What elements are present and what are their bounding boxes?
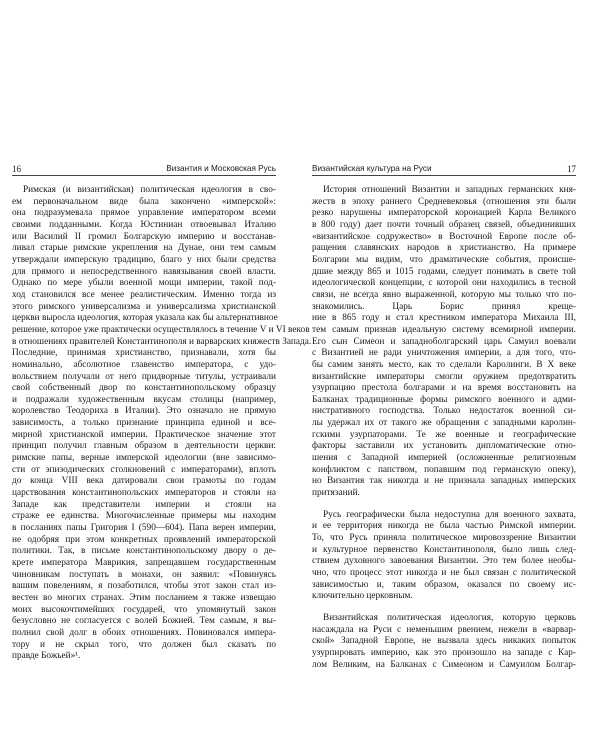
right-running-head	[312, 163, 576, 176]
text-line: церкви выросла идеология, которая указала как бы альтернативное	[12, 313, 278, 324]
text-line: решение, которое уже практически осуществлялось в течение V и VI веков	[12, 324, 310, 335]
text-line: вашим повелениям, я позаботился, чтобы этот закон стал из-	[12, 581, 276, 592]
text-line: Его сын Симеон и западноболгарский царь Самуил воевали	[312, 336, 576, 347]
text-line: принцип получил главным образом в деятельности церкви:	[12, 441, 276, 452]
text-line: Римская (и византийская) политическая идеология в сво-	[23, 185, 276, 195]
text-line: «византийское содружество» в Восточной Европе после об-	[312, 231, 576, 242]
paragraph	[312, 613, 576, 671]
text-line: дшие между 865 и 1015 годами, следует понимать в свете той	[312, 266, 576, 277]
text-line: королевство Теодориха в Италии). Это означало не прямую	[12, 406, 276, 417]
text-line: конфликтом с папством, попавшим под германскую опеку),	[312, 464, 576, 475]
text-line: этого римского универсализма и универсализма христианской	[12, 301, 276, 312]
text-line: моих высокочтимейших государей, что упомянутый закон	[12, 604, 276, 615]
text-line: римские папы, верные имперской идеологии (вне зависимо-	[12, 453, 276, 464]
text-line: своими подданными. Когда Юстиниан отвоевывал Италию	[12, 219, 276, 230]
text-line: ращения славянских народов в христианство. На примере	[312, 243, 576, 254]
left-page	[12, 163, 312, 663]
text-line: с Византией не ради уничтожения империи, а для того, что-	[312, 348, 576, 359]
paragraph-gap	[312, 603, 576, 613]
text-line: идеологической концепции, с которой они находились в тесной	[312, 278, 576, 289]
paragraph	[312, 185, 576, 500]
text-line: шения с Западной империей (осложненные религиозным	[312, 453, 576, 464]
text-line: и подражали художественным вкусам столицы (например,	[12, 394, 276, 405]
text-line: ствием духовного завоевания Византии. Это тем более необы-	[312, 556, 576, 567]
text-line: свой собственный двор по константинопольскому образцу	[12, 383, 276, 394]
page-number: 16	[12, 164, 21, 174]
text-line: лом Великим, на Балканах с Симеоном и Самуилом Болгар-	[312, 659, 576, 670]
text-line: знакомились. Царь Борис принял креще-	[312, 301, 576, 312]
text-line: тем самым признав идеальную систему всемирной империи.	[312, 324, 576, 335]
left-body-text	[12, 185, 312, 663]
text-line: страже ее единства. Многочисленные примеры мы находим	[12, 511, 276, 522]
text-line: мирной христианской империи. Практическое значение этот	[12, 429, 276, 440]
text-line: она подразумевала прямое управление императором всеми	[12, 208, 276, 219]
text-line: в 800 году) дает почти точный образец связей, объединивших	[312, 219, 576, 230]
text-line: зависимостью и, таким образом, оказался по своему ис-	[312, 579, 576, 590]
text-line: до конца VIII века датировали свои грамоты по годам	[12, 476, 276, 487]
text-line: сти от эпизодических столкновений с императорами), вплоть	[12, 464, 276, 475]
text-line: вольствием получали от него придворные титулы, устраивали	[12, 371, 276, 382]
text-line: Западе как представители империи и стояли на	[12, 499, 276, 510]
text-line: царствования константинопольских императоров и стояли на	[12, 488, 276, 499]
text-line: безусловно не согласуется с волей Божией. Тем самым, я вы-	[12, 616, 276, 627]
text-line: Болгарии мы видим, что драматические события, происше-	[312, 254, 576, 265]
text-line: номинально, абсолютное главенство императора, с удо-	[12, 359, 276, 370]
text-line: политики. Так, в письме константинопольскому двору о де-	[12, 546, 276, 557]
running-title: Византия и Московская Русь	[166, 164, 276, 173]
text-line: чиновникам поступать в монахи, он заявил: «Повинуясь	[12, 569, 276, 580]
text-line: но Византия так никогда и не признала западных имперских	[312, 476, 576, 487]
text-line: факторы заставили их установить дипломатические отно-	[312, 441, 576, 452]
text-line: утверждали имперскую традицию, благо у них были средства	[12, 254, 276, 265]
text-line: не одобряя при этом конкретных проявлений императорской	[12, 534, 276, 545]
text-line: ливал старые римские укрепления на Дунае, они тем самым	[12, 243, 276, 254]
text-line: связи, не всегда явно выраженной, которую мы только что по-	[312, 289, 576, 300]
text-line: История отношений Византии и западных германских кня-	[323, 185, 576, 195]
text-line: тору и не скрыл того, что должен был сказать по	[12, 639, 276, 650]
paragraph	[312, 510, 576, 603]
text-line: Последние, принимая христианство, признавали, хотя бы	[12, 348, 276, 359]
text-line: бы самим занять место, как то сделали Каролинги. В X веке	[312, 359, 576, 370]
text-line: ключительно церковным.	[312, 591, 413, 602]
page-number: 17	[567, 164, 576, 174]
text-line: Русь географически была недоступна для военного захвата,	[323, 509, 576, 520]
text-line: насаждала на Руси с неменьшим рвением, нежели в «варвар-	[312, 624, 576, 635]
text-line: То, что Русь приняла политическое мировоззрение Византии	[312, 533, 576, 544]
text-line: в посланиях папы Григория I (590—604). Папа верен империи,	[12, 523, 276, 534]
text-line: ской» Западной Европе, не вызвала здесь никаких попыток	[312, 636, 576, 647]
text-line: Византийская политическая идеология, которую церковь	[323, 612, 576, 623]
text-line: для прямого и непосредственного навязывания своей власти.	[12, 266, 276, 277]
text-line: вестен во многих странах. Этим посланием я также извещаю	[12, 592, 276, 603]
right-body-text	[312, 185, 576, 671]
text-line: гскими узурпаторами. Те же военные и географические	[312, 429, 576, 440]
paragraph-gap	[312, 500, 576, 510]
text-line: ем первоначальном виде была закончено «имперской»:	[12, 196, 276, 207]
text-line: и ее территория никогда не была частью Римской империи.	[312, 521, 576, 532]
text-line: Балканах традиционные формы римского военного и адми-	[312, 394, 576, 405]
text-line: в отношениях правителей Константинополя и варварских княжеств Запада.	[12, 336, 312, 347]
text-line: зависимость, а только признание принципа единой и все-	[12, 418, 276, 429]
text-line: и культурное первенство Константинополя, было лишь след-	[312, 544, 576, 555]
text-line: Однако по мере убыли военной мощи империи, такой под-	[12, 278, 276, 289]
text-line: или Василий II громил Болгарскую империю и восстанав-	[12, 231, 276, 242]
text-line: притязаний.	[312, 488, 360, 499]
text-line: византийские императоры смогли оружием предотвратить	[312, 371, 576, 382]
text-line: чно, что процесс этот никогда и не был связан с политической	[312, 568, 576, 578]
text-line: резко нарушены императорской коронацией Карла Великого	[312, 208, 576, 219]
text-line: жеств в эпоху раннего Средневековья (отношения эти были	[312, 196, 576, 207]
right-page	[312, 163, 576, 671]
text-line: узурпировать империю, как это произошло на западе с Кар-	[312, 647, 576, 658]
running-title: Византийская культура на Руси	[312, 164, 432, 173]
text-line: нистративного господства. Только недостаток военной си-	[312, 406, 576, 417]
text-line: полнил свой долг в обоих отношениях. Повиновался импера-	[12, 627, 276, 638]
text-line: крете императора Маврикия, запрещавшем государственным	[12, 558, 276, 568]
text-line: ние в 865 году и стал крестником императора Михаила III,	[312, 313, 576, 324]
left-running-head	[12, 163, 276, 176]
text-line: узурпацию престола болгарами и на время восстановить на	[312, 383, 576, 394]
text-line: лы удержал их от такого же обращения с западными каролин-	[312, 418, 576, 429]
text-line: ход становился все менее реалистическим. Именно тогда из	[12, 289, 276, 300]
text-line: правде Божьей»¹.	[12, 651, 81, 662]
